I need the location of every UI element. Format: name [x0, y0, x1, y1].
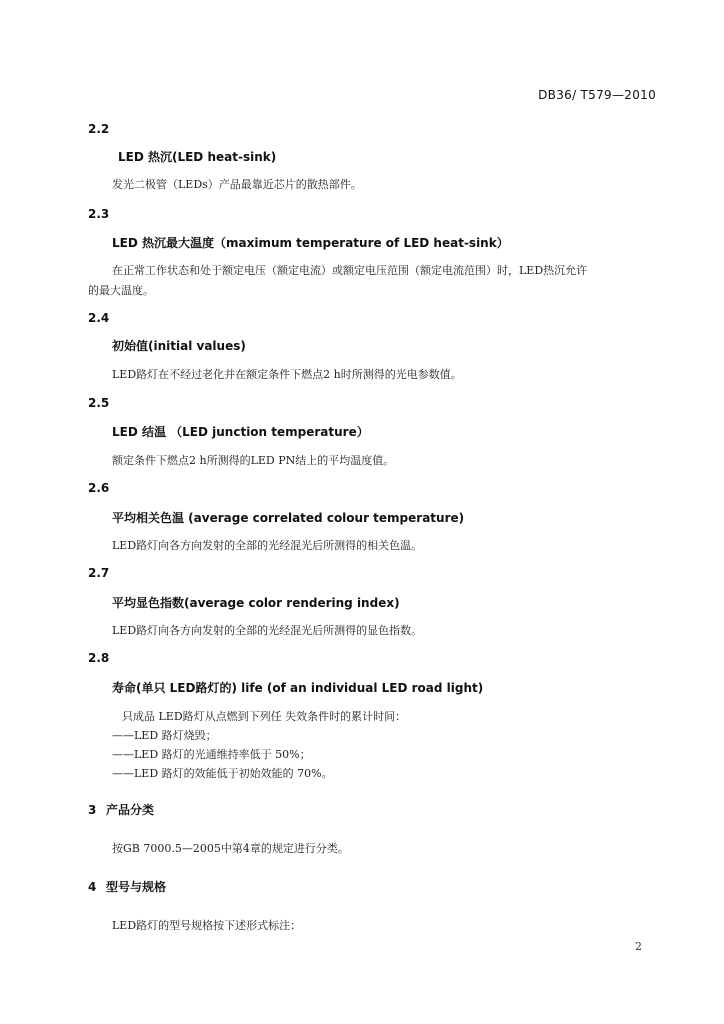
- term-definition: 发光二极管（LEDs）产品最靠近芯片的散热部件。: [112, 178, 362, 191]
- term-definition-continued: 的最大温度。: [88, 284, 154, 297]
- term-title: 寿命(单只 LED路灯的) life (of an individual LED road light): [112, 681, 484, 695]
- term-title: 平均显色指数(average color rendering index): [112, 596, 400, 610]
- section-body: LED路灯的型号规格按下述形式标注：: [112, 919, 302, 932]
- term-definition: LED路灯向各方向发射的全部的光经混光后所测得的显色指数。: [112, 624, 423, 637]
- list-item: ——LED 路灯的效能低于初始效能的 70%。: [112, 767, 333, 780]
- section-title: 产品分类: [106, 803, 155, 817]
- term-definition: 只成品 LED路灯从点燃到下列任 失效条件时的累计时间：: [122, 710, 407, 723]
- term-title: 初始值(initial values): [112, 339, 246, 353]
- term-definition: LED路灯向各方向发射的全部的光经混光后所测得的相关色温。: [112, 539, 423, 552]
- term-number: 2.7: [88, 566, 110, 580]
- term-number: 2.3: [88, 207, 110, 221]
- term-title: 平均相关色温 (average correlated colour temperature): [112, 511, 465, 525]
- term-definition: 额定条件下燃点2 h所测得的LED PN结上的平均温度值。: [112, 454, 395, 467]
- document-id-header: DB36/ T579—2010: [538, 88, 656, 102]
- term-number: 2.4: [88, 311, 110, 325]
- term-title: LED 热沉最大温度（maximum temperature of LED heat-sink）: [112, 236, 509, 250]
- term-number: 2.5: [88, 396, 110, 410]
- section-body: 按GB 7000.5—2005中第4章的规定进行分类。: [112, 842, 349, 855]
- section-number: 4: [88, 880, 97, 894]
- term-title: LED 热沉(LED heat-sink): [118, 150, 277, 164]
- section-heading: [88, 878, 166, 895]
- term-number: 2.6: [88, 481, 110, 495]
- section-title: 型号与规格: [106, 880, 167, 894]
- list-item: ——LED 路灯的光通维持率低于 50%；: [112, 748, 311, 761]
- section-heading: [88, 801, 154, 818]
- term-number: 2.8: [88, 651, 110, 665]
- page-number: 2: [635, 940, 642, 953]
- section-number: 3: [88, 803, 97, 817]
- list-item: ——LED 路灯烧毁；: [112, 729, 217, 742]
- term-title: LED 结温 （LED junction temperature）: [112, 425, 369, 439]
- term-definition: 在正常工作状态和处于额定电压（额定电流）或额定电压范围（额定电流范围）时，LED热沉允许: [112, 264, 588, 277]
- term-number: 2.2: [88, 122, 110, 136]
- term-definition: LED路灯在不经过老化并在额定条件下燃点2 h时所测得的光电参数值。: [112, 368, 462, 381]
